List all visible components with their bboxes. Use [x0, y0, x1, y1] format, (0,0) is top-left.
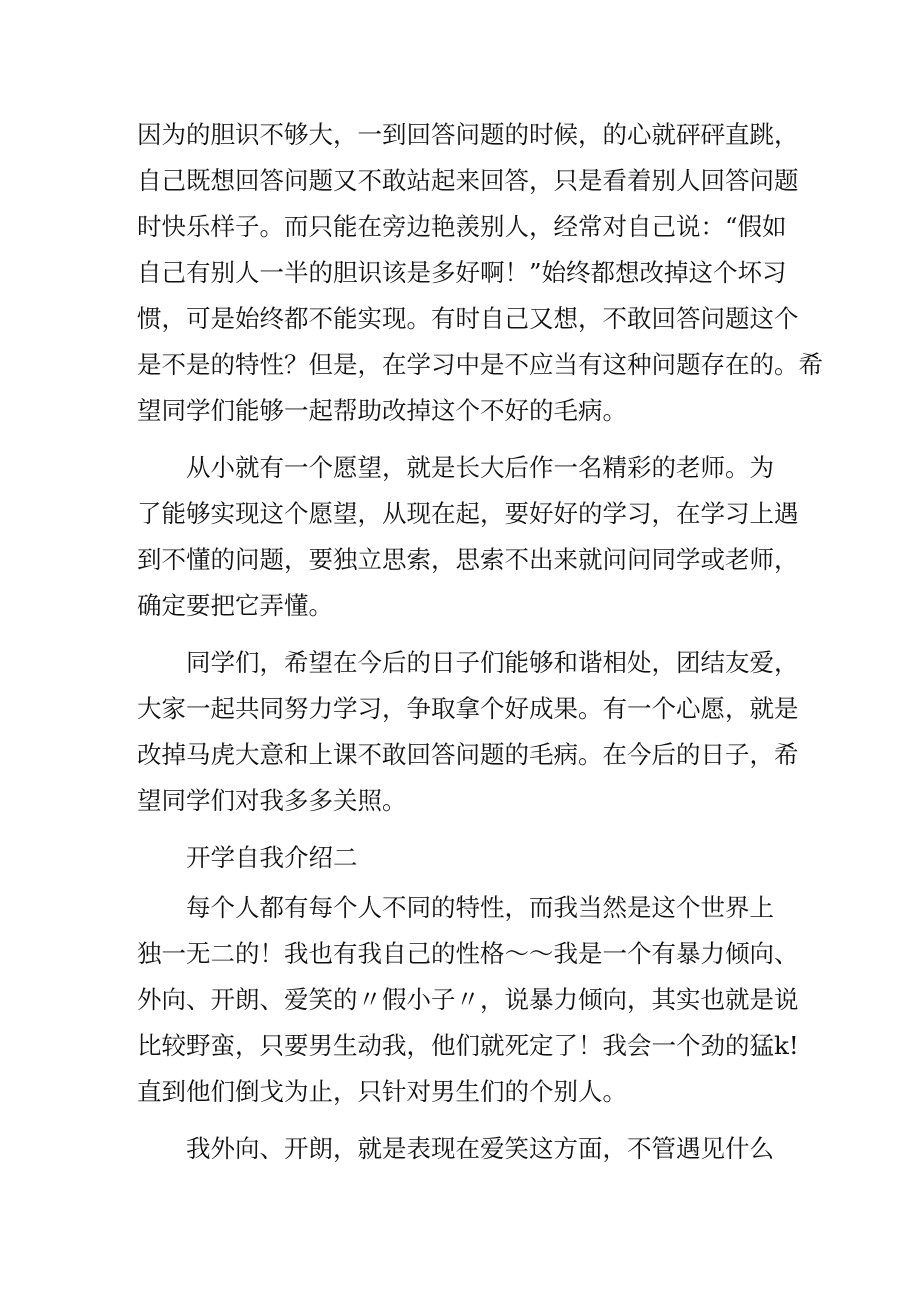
text-line: 比较野蛮，只要男生动我，他们就死定了！我会一个劲的猛k! [137, 1031, 799, 1060]
text-line: 从小就有一个愿望，就是长大后作一名精彩的老师。为 [137, 453, 774, 482]
document-body [137, 112, 823, 1172]
text-line: 自己既想回答问题又不敢站起来回答，只是看着别人回答问题 [137, 166, 799, 195]
text-line: 时快乐样子。而只能在旁边艳羡别人，经常对自己说：“假如 [137, 212, 787, 241]
text-line: 确定要把它弄懂。 [137, 591, 333, 620]
text-line: 直到他们倒戈为止，只针对男生们的个别人。 [137, 1077, 627, 1106]
text-line: 望同学们能够一起帮助改掉这个不好的毛病。 [137, 396, 627, 425]
text-line: 同学们，希望在今后的日子们能够和谐相处，团结友爱， [137, 648, 799, 677]
text-line: 惯，可是始终都不能实现。有时自己又想，不敢回答问题这个 [137, 304, 799, 333]
text-line: 外向、开朗、爱笑的〃假小子〃，说暴力倾向，其实也就是说 [137, 985, 799, 1014]
text-line: 到不懂的问题，要独立思索，思索不出来就问问同学或老师， [137, 545, 799, 574]
text-line: 每个人都有每个人不同的特性，而我当然是这个世界上 [137, 893, 774, 922]
text-line: 独一无二的！我也有我自己的性格～～我是一个有暴力倾向、 [137, 939, 799, 968]
paragraph [137, 445, 799, 629]
text-line: 我外向、开朗，就是表现在爱笑这方面，不管遇见什么 [137, 1134, 774, 1163]
text-line: 是不是的特性？但是，在学习中是不应当有这种问题存在的。希 [137, 350, 823, 379]
text-line: 因为的胆识不够大，一到回答问题的时候，的心就砰砰直跳， [137, 120, 799, 149]
text-line: 自己有别人一半的胆识该是多好啊！”始终都想改掉这个坏习 [137, 258, 787, 287]
paragraph [137, 1126, 793, 1172]
text-line: 了能够实现这个愿望，从现在起，要好好的学习，在学习上遇 [137, 499, 799, 528]
paragraph [137, 112, 823, 434]
text-line: 望同学们对我多多关照。 [137, 786, 407, 815]
text-line: 改掉马虎大意和上课不敢回答问题的毛病。在今后的日子，希 [137, 740, 799, 769]
heading-line: 开学自我介绍二 [137, 843, 358, 872]
section-heading [137, 835, 793, 881]
text-line: 大家一起共同努力学习，争取拿个好成果。有一个心愿，就是 [137, 694, 799, 723]
paragraph [137, 640, 799, 824]
paragraph [137, 885, 799, 1115]
